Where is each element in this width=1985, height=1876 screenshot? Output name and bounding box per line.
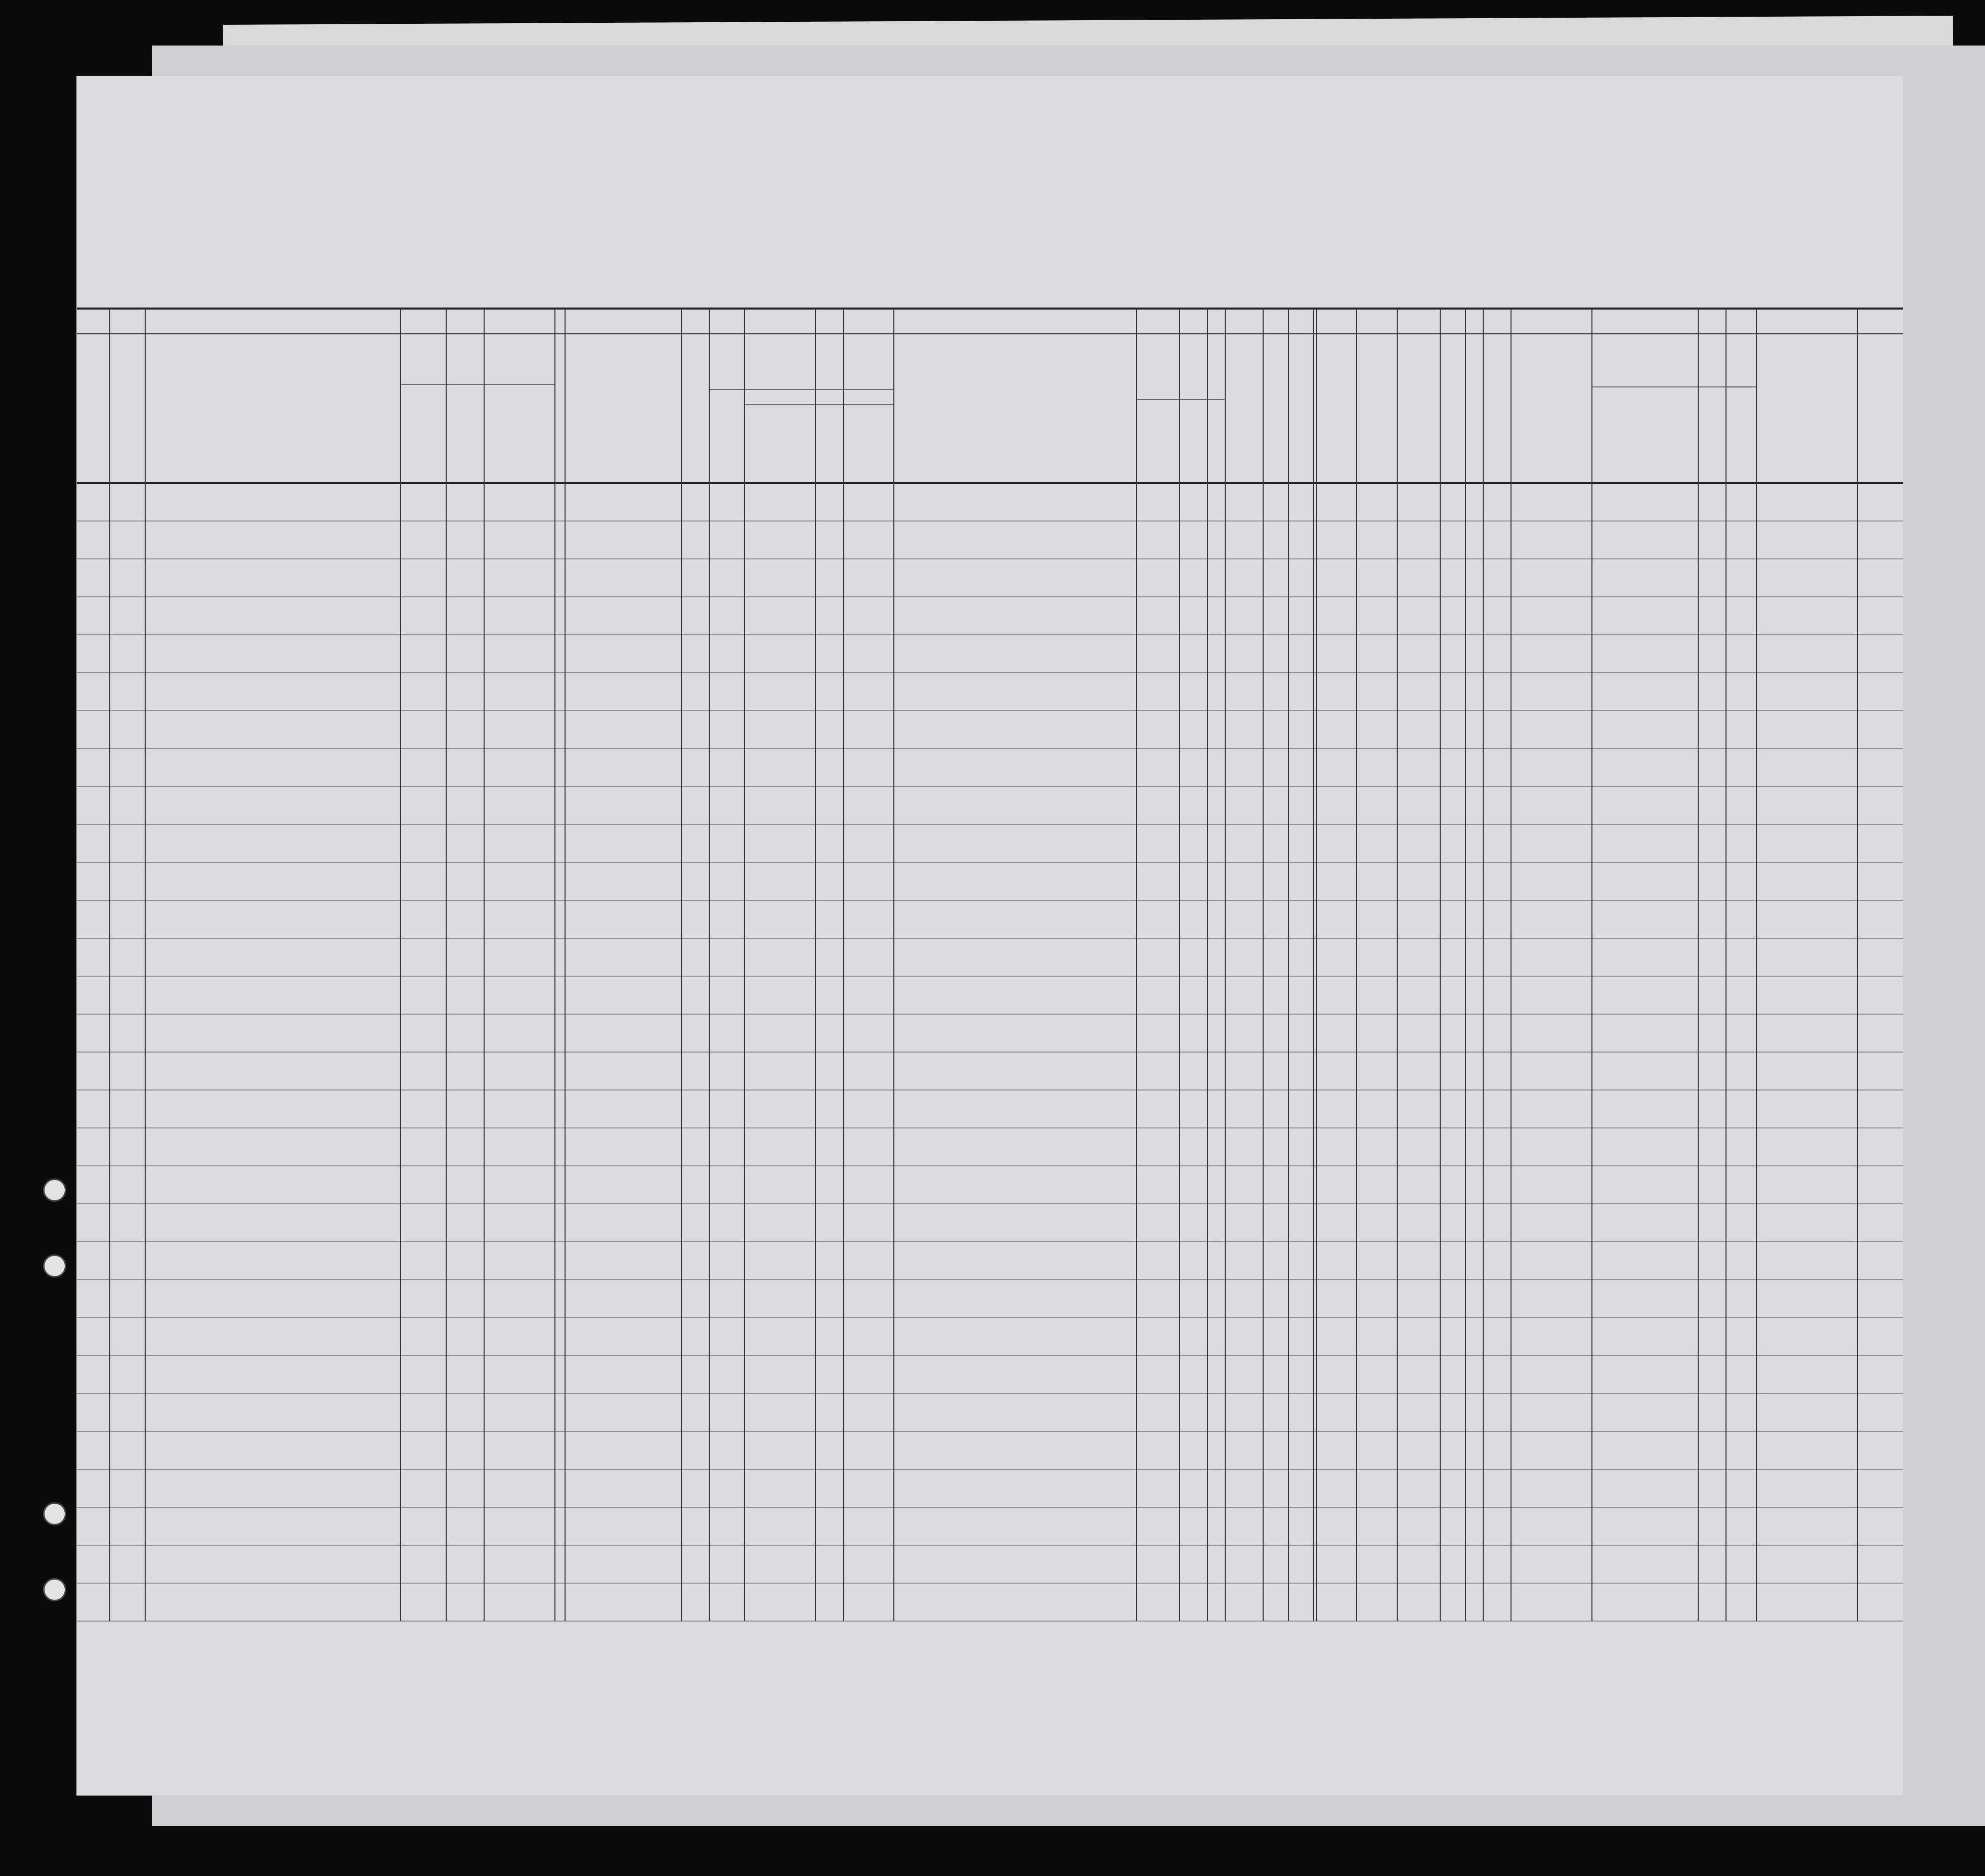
binder-hole xyxy=(43,1578,66,1601)
header-inches xyxy=(1627,430,1653,475)
binder-hole xyxy=(48,1093,63,1108)
header-anarchist xyxy=(1291,336,1311,481)
header-money xyxy=(684,336,707,478)
manifest-sheet xyxy=(76,76,1903,1796)
header-excluded-deported xyxy=(1400,336,1438,481)
header-length-stay xyxy=(1182,372,1205,481)
header-arrested-deported xyxy=(1443,336,1463,481)
binder-hole xyxy=(43,1254,66,1278)
header-overthrow xyxy=(1319,336,1354,481)
binder-hole xyxy=(43,1502,66,1525)
binder-hole xyxy=(48,367,71,390)
table-grid xyxy=(77,76,1903,1796)
binder-hole xyxy=(48,286,71,309)
header-prison xyxy=(1228,336,1261,481)
header-labor-offer xyxy=(1359,336,1395,481)
binder-hole xyxy=(48,632,71,656)
header-intends-return xyxy=(1139,372,1177,481)
binder-hole xyxy=(43,1179,66,1202)
binder-hole xyxy=(48,698,71,721)
header-intends-citizen xyxy=(1209,372,1224,481)
header-polygamist xyxy=(1266,336,1286,481)
header-ticket xyxy=(556,336,564,478)
header-feet xyxy=(1597,430,1622,475)
